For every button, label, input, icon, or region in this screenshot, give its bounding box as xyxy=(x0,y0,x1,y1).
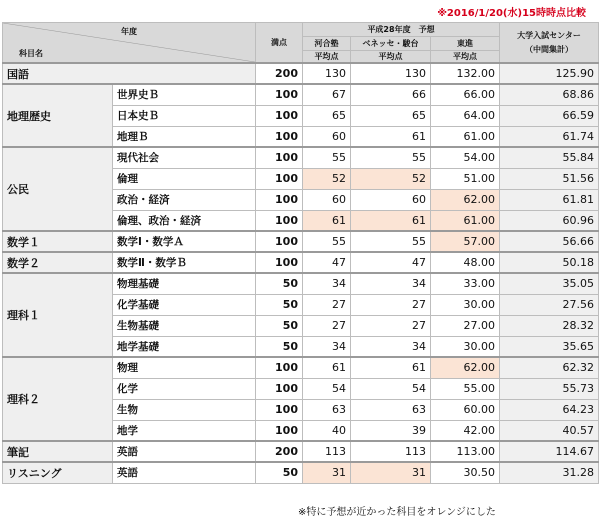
subject-cell: 数学２ xyxy=(3,252,113,273)
toshin-cell: 60.00 xyxy=(431,399,500,420)
highlight-note: ※特に予想が近かった科目をオレンジにした xyxy=(298,507,496,518)
avg-header-kawai: 平均点 xyxy=(303,51,351,64)
sub-subject-cell: 現代社会 xyxy=(113,147,256,168)
full-marks-cell: 50 xyxy=(256,294,303,315)
sub-subject-cell: 英語 xyxy=(113,462,256,483)
subject-cell: 国語 xyxy=(3,63,256,84)
kawai-cell: 34 xyxy=(303,336,351,357)
benesse-cell: 61 xyxy=(351,210,431,231)
sub-subject-cell: 数学Ⅱ・数学Ｂ xyxy=(113,252,256,273)
sub-subject-cell: 地学 xyxy=(113,420,256,441)
center-header-line2: （中間集計） xyxy=(525,44,574,54)
kawai-cell: 34 xyxy=(303,273,351,294)
center-cell: 55.73 xyxy=(500,378,599,399)
center-cell: 68.86 xyxy=(500,84,599,105)
full-marks-cell: 100 xyxy=(256,252,303,273)
benesse-cell: 34 xyxy=(351,336,431,357)
toshin-cell: 113.00 xyxy=(431,441,500,462)
full-marks-cell: 100 xyxy=(256,84,303,105)
table-row xyxy=(3,147,599,168)
kawai-cell: 60 xyxy=(303,126,351,147)
table-row xyxy=(3,441,599,462)
toshin-cell: 57.00 xyxy=(431,231,500,252)
table-row xyxy=(3,462,599,483)
sub-subject-cell: 地学基礎 xyxy=(113,336,256,357)
sub-subject-cell: 数学Ⅰ・数学Ａ xyxy=(113,231,256,252)
kawai-cell: 65 xyxy=(303,105,351,126)
benesse-cell: 55 xyxy=(351,147,431,168)
subject-cell: リスニング xyxy=(3,462,113,483)
full-marks-cell: 100 xyxy=(256,189,303,210)
toshin-cell: 27.00 xyxy=(431,315,500,336)
table-row xyxy=(3,84,599,105)
toshin-cell: 62.00 xyxy=(431,357,500,378)
full-marks-cell: 50 xyxy=(256,315,303,336)
toshin-cell: 64.00 xyxy=(431,105,500,126)
center-cell: 35.05 xyxy=(500,273,599,294)
full-marks-cell: 50 xyxy=(256,462,303,483)
kawai-cell: 130 xyxy=(303,63,351,84)
full-marks-cell: 100 xyxy=(256,231,303,252)
benesse-cell: 60 xyxy=(351,189,431,210)
center-cell: 50.18 xyxy=(500,252,599,273)
sub-subject-cell: 物理 xyxy=(113,357,256,378)
center-cell: 27.56 xyxy=(500,294,599,315)
full-marks-cell: 100 xyxy=(256,357,303,378)
full-marks-cell: 50 xyxy=(256,336,303,357)
center-cell: 55.84 xyxy=(500,147,599,168)
avg-header-toshin: 平均点 xyxy=(431,51,500,64)
sub-subject-cell: 物理基礎 xyxy=(113,273,256,294)
toshin-cell: 30.50 xyxy=(431,462,500,483)
toshin-cell: 132.00 xyxy=(431,63,500,84)
kawai-cell: 63 xyxy=(303,399,351,420)
toshin-cell: 61.00 xyxy=(431,210,500,231)
center-cell: 66.59 xyxy=(500,105,599,126)
kawai-cell: 61 xyxy=(303,210,351,231)
sub-subject-cell: 生物基礎 xyxy=(113,315,256,336)
toshin-cell: 55.00 xyxy=(431,378,500,399)
benesse-cell: 63 xyxy=(351,399,431,420)
sub-subject-cell: 政治・経済 xyxy=(113,189,256,210)
center-cell: 28.32 xyxy=(500,315,599,336)
benesse-cell: 55 xyxy=(351,231,431,252)
benesse-cell: 113 xyxy=(351,441,431,462)
provider-toshin-header: 東進 xyxy=(431,37,500,51)
kawai-cell: 27 xyxy=(303,294,351,315)
provider-benesse-header: ベネッセ・駿台 xyxy=(351,37,431,51)
sub-subject-cell: 英語 xyxy=(113,441,256,462)
full-marks-cell: 100 xyxy=(256,378,303,399)
full-marks-header: 満点 xyxy=(256,23,303,64)
subject-cell: 公民 xyxy=(3,147,113,231)
sub-subject-cell: 倫理、政治・経済 xyxy=(113,210,256,231)
benesse-cell: 130 xyxy=(351,63,431,84)
kawai-cell: 67 xyxy=(303,84,351,105)
benesse-cell: 47 xyxy=(351,252,431,273)
kawai-cell: 31 xyxy=(303,462,351,483)
center-cell: 51.56 xyxy=(500,168,599,189)
benesse-cell: 54 xyxy=(351,378,431,399)
sub-subject-cell: 地理Ｂ xyxy=(113,126,256,147)
kawai-cell: 40 xyxy=(303,420,351,441)
benesse-cell: 34 xyxy=(351,273,431,294)
center-cell: 40.57 xyxy=(500,420,599,441)
sub-subject-cell: 世界史Ｂ xyxy=(113,84,256,105)
kawai-cell: 27 xyxy=(303,315,351,336)
sub-subject-cell: 化学 xyxy=(113,378,256,399)
table-row xyxy=(3,231,599,252)
center-cell: 56.66 xyxy=(500,231,599,252)
toshin-cell: 66.00 xyxy=(431,84,500,105)
kawai-cell: 55 xyxy=(303,147,351,168)
full-marks-cell: 100 xyxy=(256,399,303,420)
toshin-cell: 30.00 xyxy=(431,336,500,357)
kawai-cell: 60 xyxy=(303,189,351,210)
full-marks-cell: 100 xyxy=(256,420,303,441)
subject-cell: 理科２ xyxy=(3,357,113,441)
full-marks-cell: 100 xyxy=(256,105,303,126)
subject-cell: 理科１ xyxy=(3,273,113,357)
kawai-cell: 55 xyxy=(303,231,351,252)
full-marks-cell: 200 xyxy=(256,441,303,462)
full-marks-cell: 100 xyxy=(256,210,303,231)
avg-header-benesse: 平均点 xyxy=(351,51,431,64)
kawai-cell: 52 xyxy=(303,168,351,189)
center-cell: 125.90 xyxy=(500,63,599,84)
kawai-cell: 47 xyxy=(303,252,351,273)
sub-subject-cell: 日本史Ｂ xyxy=(113,105,256,126)
sub-subject-cell: 生物 xyxy=(113,399,256,420)
kawai-cell: 113 xyxy=(303,441,351,462)
table-row xyxy=(3,273,599,294)
center-header-line1: 大学入試センター xyxy=(517,30,581,40)
center-cell: 64.23 xyxy=(500,399,599,420)
toshin-cell: 51.00 xyxy=(431,168,500,189)
toshin-cell: 62.00 xyxy=(431,189,500,210)
benesse-cell: 61 xyxy=(351,126,431,147)
center-cell: 35.65 xyxy=(500,336,599,357)
subject-cell: 数学１ xyxy=(3,231,113,252)
kawai-cell: 54 xyxy=(303,378,351,399)
sub-subject-cell: 化学基礎 xyxy=(113,294,256,315)
toshin-cell: 48.00 xyxy=(431,252,500,273)
forecast-group-header: 平成28年度 予想 xyxy=(303,23,500,37)
benesse-cell: 27 xyxy=(351,294,431,315)
table-row xyxy=(3,63,599,84)
full-marks-cell: 100 xyxy=(256,126,303,147)
benesse-cell: 61 xyxy=(351,357,431,378)
full-marks-cell: 50 xyxy=(256,273,303,294)
toshin-cell: 42.00 xyxy=(431,420,500,441)
table-row xyxy=(3,252,599,273)
toshin-cell: 33.00 xyxy=(431,273,500,294)
kawai-cell: 61 xyxy=(303,357,351,378)
center-cell: 31.28 xyxy=(500,462,599,483)
toshin-cell: 30.00 xyxy=(431,294,500,315)
provider-kawai-header: 河合塾 xyxy=(303,37,351,51)
sub-subject-cell: 倫理 xyxy=(113,168,256,189)
full-marks-cell: 100 xyxy=(256,147,303,168)
benesse-cell: 66 xyxy=(351,84,431,105)
table-row xyxy=(3,357,599,378)
center-cell: 61.81 xyxy=(500,189,599,210)
benesse-cell: 31 xyxy=(351,462,431,483)
center-cell: 62.32 xyxy=(500,357,599,378)
subject-label: 科目名 xyxy=(19,49,43,58)
benesse-cell: 39 xyxy=(351,420,431,441)
exam-average-table xyxy=(2,22,599,484)
corner-header-cell xyxy=(3,23,256,64)
center-header xyxy=(500,23,599,64)
toshin-cell: 61.00 xyxy=(431,126,500,147)
benesse-cell: 27 xyxy=(351,315,431,336)
full-marks-cell: 100 xyxy=(256,168,303,189)
benesse-cell: 52 xyxy=(351,168,431,189)
full-marks-cell: 200 xyxy=(256,63,303,84)
comparison-time-note: ※2016/1/20(水)15時時点比較 xyxy=(437,8,586,19)
subject-cell: 地理歴史 xyxy=(3,84,113,147)
toshin-cell: 54.00 xyxy=(431,147,500,168)
center-cell: 114.67 xyxy=(500,441,599,462)
center-cell: 60.96 xyxy=(500,210,599,231)
subject-cell: 筆記 xyxy=(3,441,113,462)
year-label: 年度 xyxy=(121,27,137,36)
benesse-cell: 65 xyxy=(351,105,431,126)
center-cell: 61.74 xyxy=(500,126,599,147)
